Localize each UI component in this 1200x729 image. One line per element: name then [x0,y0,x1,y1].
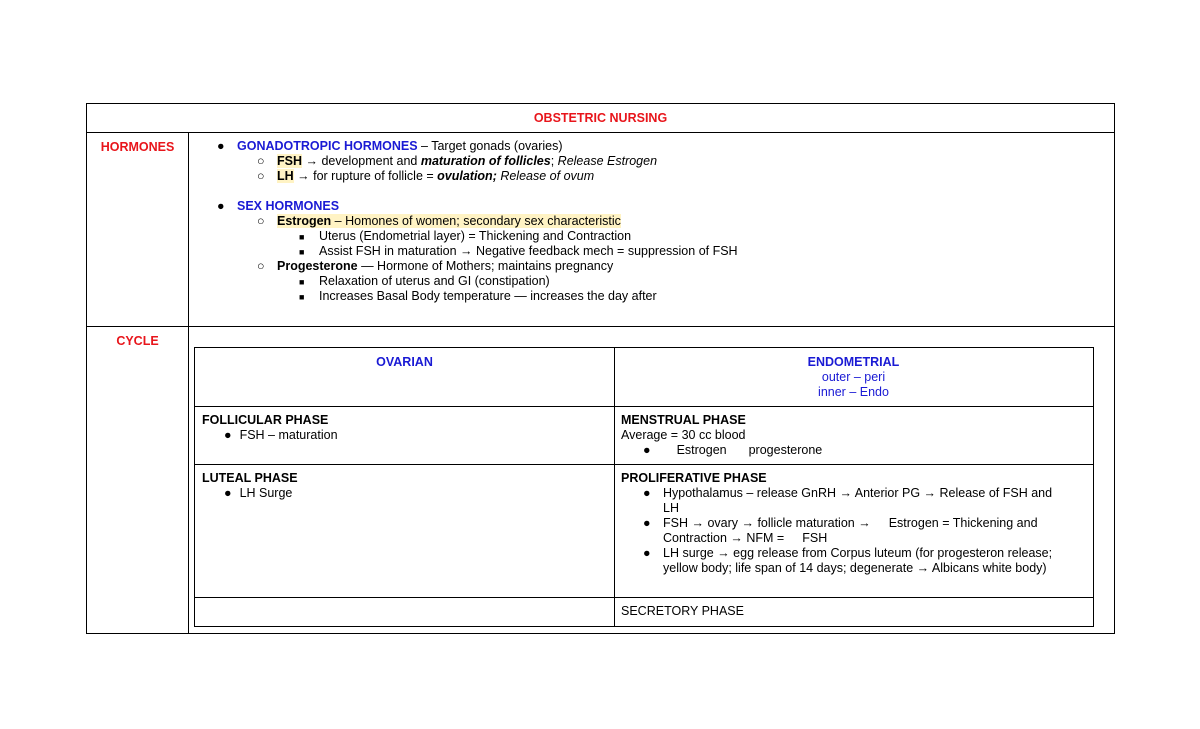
menstrual-progesterone: progesterone [748,443,823,457]
menstrual-estrogen: Estrogen [676,443,727,457]
lh-emphasis: ovulation; [437,169,497,183]
gonadotropic-heading: GONADOTROPIC HORMONES [237,139,418,153]
proliferative-text: FSH [802,531,828,545]
bullet-square-icon: ■ [299,232,305,242]
proliferative-title: PROLIFERATIVE PHASE [621,471,767,485]
proliferative-text: Hypothalamus – release GnRH → Anterior PG → Release of FSH and [663,486,1053,500]
bullet-square-icon: ■ [299,292,305,302]
bullet-circle-icon: ○ [257,214,265,228]
lh-term: LH [277,169,294,183]
proliferative-bullet [621,516,1052,546]
estrogen-term: Estrogen [277,214,332,228]
row-divider [195,597,1093,598]
bullet-dot-icon: ● [224,428,232,442]
estrogen-line [257,214,621,229]
proliferative-text: Contraction → NFM = [663,531,785,545]
menstrual-line: Average = 30 cc blood [621,428,746,442]
gonadotropic-desc: – Target gonads (ovaries) [417,139,563,153]
proliferative-text: LH [663,501,679,515]
progesterone-item-text: Increases Basal Body temperature — increases the day after [319,289,657,303]
proliferative-text: LH surge → egg release from Corpus luteum (for progesteron release; [663,546,1053,560]
bullet-dot-icon: ● [217,199,225,213]
obstetric-table [86,103,1115,634]
fsh-sep: ; [550,154,558,168]
bullet-dot-icon: ● [643,546,651,560]
bullet-dot-icon: ● [643,443,651,457]
estrogen-item [299,229,631,245]
bullet-circle-icon: ○ [257,154,265,168]
cycle-table [194,347,1094,627]
menstrual-title: MENSTRUAL PHASE [621,413,746,427]
follicular-cell [202,413,338,443]
hormones-label: HORMONES [100,140,175,154]
lh-italic: Release of ovum [496,169,595,183]
luteal-title: LUTEAL PHASE [202,471,298,485]
proliferative-text: yellow body; life span of 14 days; degenerate → Albicans white body) [663,561,1047,575]
follicular-title: FOLLICULAR PHASE [202,413,329,427]
row-divider [195,464,1093,465]
luteal-cell [202,471,298,501]
bullet-circle-icon: ○ [257,259,265,273]
menstrual-cell [621,413,822,458]
row-divider [87,326,1114,327]
progesterone-item [299,274,550,290]
ovarian-header [195,355,614,370]
fsh-term: FSH [277,154,302,168]
fsh-line [257,154,657,169]
estrogen-item-text: Uterus (Endometrial layer) = Thickening and Contraction [319,229,632,243]
sex-hormones-line [217,199,339,214]
gonadotropic-line [217,139,563,154]
secretory-cell [621,604,744,619]
bullet-dot-icon: ● [643,516,651,530]
sex-hormones-heading: SEX HORMONES [237,199,340,213]
proliferative-text: FSH → ovary → follicle maturation → [663,516,871,530]
proliferative-text: Estrogen = Thickening and [888,516,1038,530]
row-divider [195,406,1093,407]
lh-line [257,169,594,184]
progesterone-desc: — Hormone of Mothers; maintains pregnancy [357,259,614,273]
bullet-dot-icon: ● [217,139,225,153]
estrogen-item-text: Assist FSH in maturation → Negative feedback mech = suppression of FSH [319,244,738,258]
proliferative-bullet [621,546,1052,576]
progesterone-term: Progesterone [277,259,358,273]
bullet-circle-icon: ○ [257,169,265,183]
endometrial-header-text: ENDOMETRIAL [807,355,900,369]
column-divider [188,132,189,633]
proliferative-cell [621,471,1052,576]
progesterone-line [257,259,613,274]
bullet-square-icon: ■ [299,277,305,287]
bullet-dot-icon: ● [224,486,232,500]
row-divider [87,132,1114,133]
progesterone-item-text: Relaxation of uterus and GI (constipation) [319,274,550,288]
bullet-dot-icon: ● [643,486,651,500]
lh-text: → for rupture of follicle = [293,169,438,183]
follicular-bullet: FSH – maturation [239,428,338,442]
secretory-title: SECRETORY PHASE [621,604,744,618]
bullet-square-icon: ■ [299,247,305,257]
table-title: OBSTETRIC NURSING [533,111,668,125]
estrogen-item [299,244,738,260]
fsh-italic: Release Estrogen [557,154,658,168]
progesterone-item [299,289,657,305]
proliferative-bullet [621,486,1052,516]
fsh-text: → development and [302,154,421,168]
endometrial-inner: inner – Endo [818,385,889,399]
cycle-label: CYCLE [116,334,159,348]
ovarian-header-text: OVARIAN [376,355,433,369]
endometrial-header [614,355,1093,400]
endometrial-outer: outer – peri [821,370,886,384]
luteal-bullet: LH Surge [239,486,293,500]
fsh-emphasis: maturation of follicles [420,154,551,168]
estrogen-desc: – Homones of women; secondary sex characteristic [331,214,621,228]
